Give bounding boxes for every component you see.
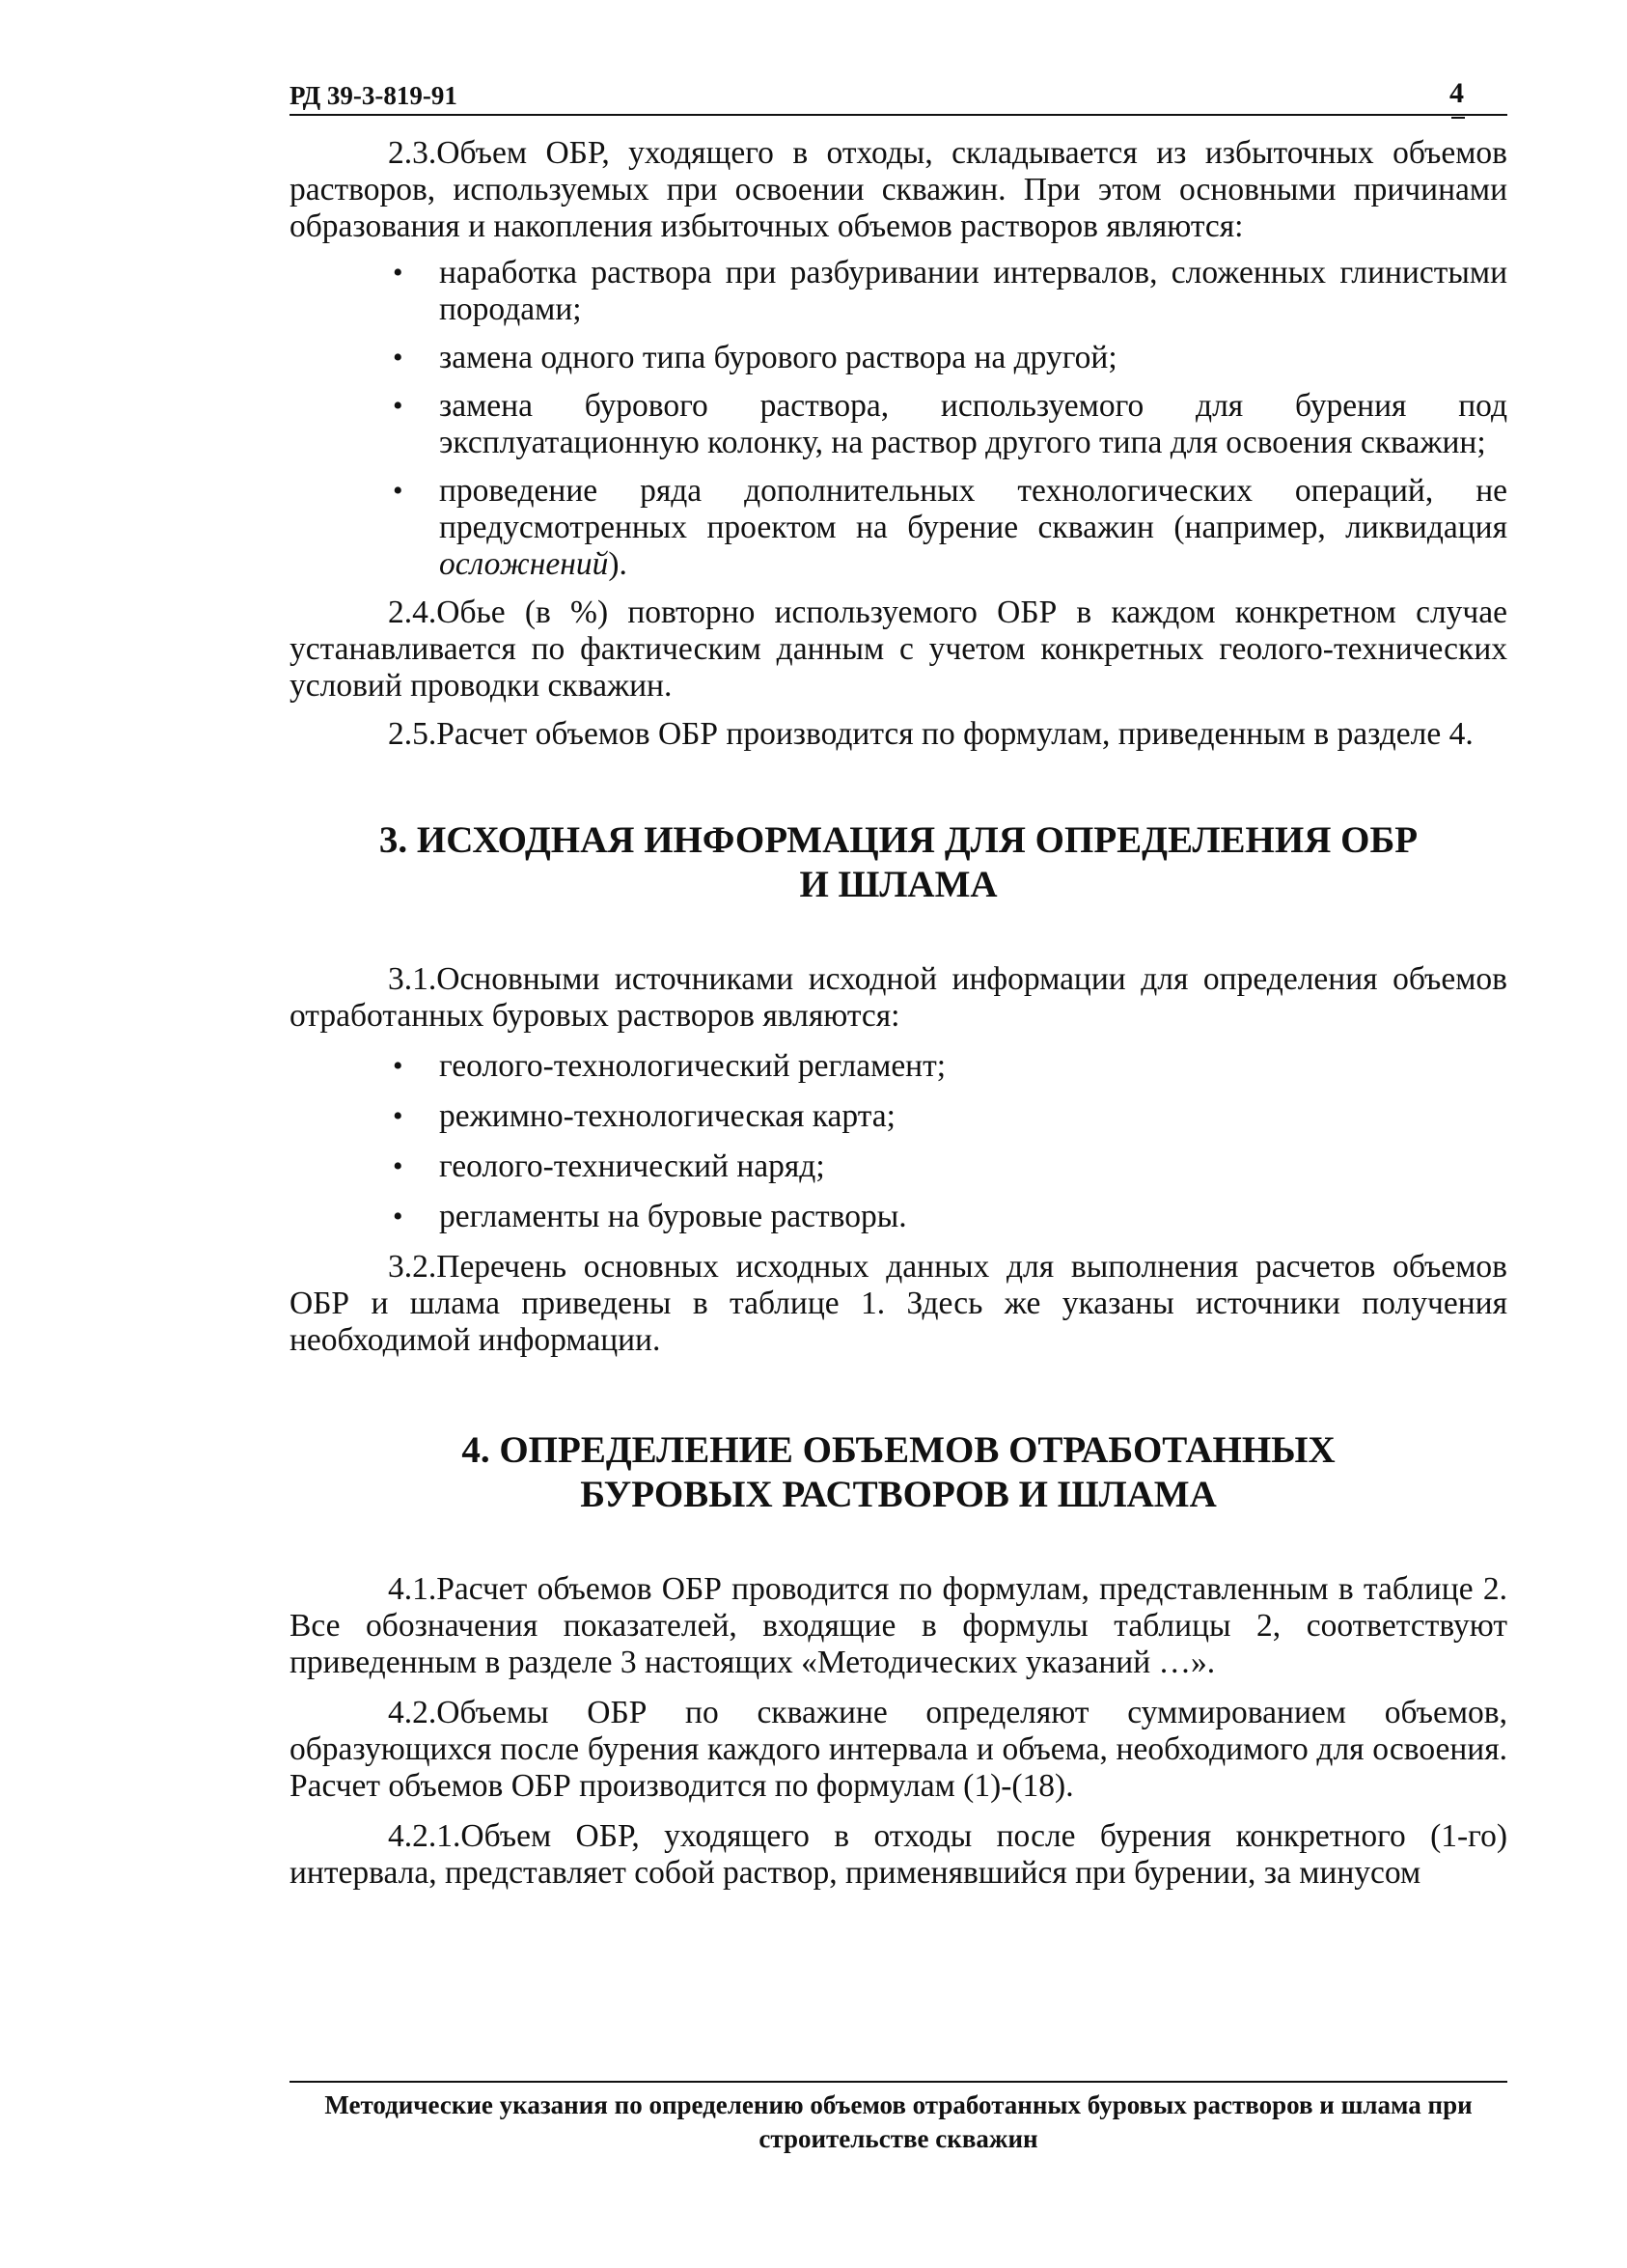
list-item-text: замена одного типа бурового раствора на другой; [439,340,1117,375]
bullet-icon: • [393,475,403,507]
section-3-title-line2: И ШЛАМА [799,864,998,905]
header-page-number: 4 [1449,77,1464,109]
section-3-title-line1: 3. ИСХОДНАЯ ИНФОРМАЦИЯ ДЛЯ ОПРЕДЕЛЕНИЯ ОБР [378,819,1419,861]
bullet-list-2-3 [290,255,1507,583]
bullet-icon: • [393,390,403,422]
bullet-icon: • [393,257,403,289]
page-number-underline [1451,117,1465,119]
section-4-title-line2: БУРОВЫХ РАСТВОРОВ И ШЛАМА [580,1474,1217,1515]
section-3-title [290,818,1507,907]
paragraph-3-2: 3.2.Перечень основных исходных данных для выполнения расчетов объемов ОБР и шлама приведены в таблице 1. Здесь же указаны источники получения необходимой информации. [290,1249,1507,1358]
list-item-text: регламенты на буровые растворы. [439,1199,907,1234]
bullet-icon: • [393,1100,403,1132]
paragraph-4-2: 4.2.Объемы ОБР по скважине определяют суммированием объемов, образующихся после бурения каждого интервала и объема, необходимого для освоения. Расчет объемов ОБР производится по формулам (1)-(18). [290,1695,1507,1804]
bullet-icon: • [393,342,403,373]
footer-text [290,2088,1507,2156]
header-doc-code: РД 39-3-819-91 [290,81,457,110]
list-item [290,1048,1507,1085]
list-item-text: проведение ряда дополнительных технологических операций, не предусмотренных проектом на бурение скважин (например, ликвидация [439,473,1507,545]
footer-rule [290,2081,1507,2083]
list-item [290,473,1507,583]
footer-line1: Методические указания по определению объемов отработанных буровых растворов и шлама при [324,2090,1473,2119]
footer-line2: строительстве скважин [758,2124,1038,2153]
list-item-text: наработка раствора при разбуривании интервалов, сложенных глинистыми породами; [439,255,1507,327]
paragraph-2-4: 2.4.Обье (в %) повторно используемого ОБР в каждом конкретном случае устанавливается по фактическим данным с учетом конкретных геолого-технических условий проводки скважин. [290,595,1507,704]
paragraph-4-1: 4.1.Расчет объемов ОБР проводится по формулам, представленным в таблице 2. Все обозначения показателей, входящие в формулы таблицы 2, соответствуют приведенным в разделе 3 настоящих «Методических указаний …». [290,1571,1507,1680]
bullet-icon: • [393,1150,403,1182]
list-item [290,1098,1507,1135]
section-4-title-line1: 4. ОПРЕДЕЛЕНИЕ ОБЪЕМОВ ОТРАБОТАННЫХ [461,1429,1336,1471]
list-item [290,1199,1507,1235]
paragraph-4-2-1: 4.2.1.Объем ОБР, уходящего в отходы после бурения конкретного (1-го) интервала, представляет собой раствор, применявшийся при бурении, за минусом [290,1818,1507,1891]
paragraph-3-1: 3.1.Основными источниками исходной информации для определения объемов отработанных буровых растворов являются: [290,961,1507,1034]
paragraph-2-5: 2.5.Расчет объемов ОБР производится по формулам, приведенным в разделе 4. [388,716,1474,752]
list-item [290,388,1507,461]
bullet-list-3-1 [290,1048,1507,1235]
list-item-text: замена бурового раствора, используемого для бурения под эксплуатационную колонку, на раствор другого типа для освоения скважин; [439,388,1507,460]
list-item [290,340,1507,376]
list-item [290,1148,1507,1185]
list-item-text-end: ). [608,546,627,582]
bullet-icon: • [393,1050,403,1082]
list-item [290,255,1507,328]
list-item-italic-text: осложнений [439,546,609,582]
section-4-title [290,1428,1507,1517]
list-item-text: геолого-технологический регламент; [439,1048,947,1084]
paragraph-2-3: 2.3.Объем ОБР, уходящего в отходы, складывается из избыточных объемов растворов, используемых при освоении скважин. При этом основными причинами образования и накопления избыточных объемов растворов являются: [290,135,1507,244]
list-item-text: режимно-технологическая карта; [439,1098,896,1134]
bullet-icon: • [393,1201,403,1232]
document-body [290,135,1507,1892]
header-rule [290,114,1507,116]
list-item-text: геолого-технический наряд; [439,1148,825,1184]
